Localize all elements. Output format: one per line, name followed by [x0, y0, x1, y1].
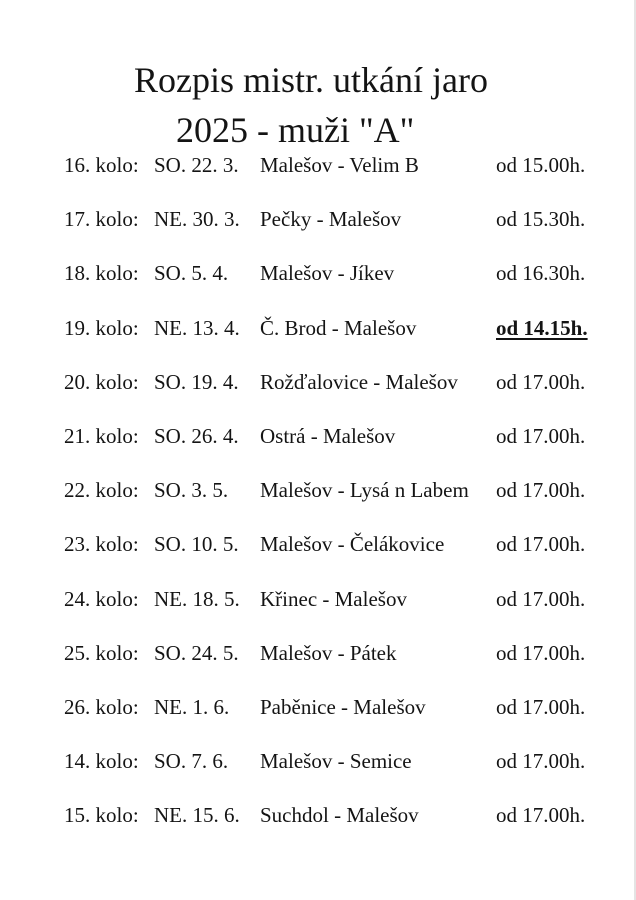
title-line-2: 2025 - muži "A": [176, 110, 415, 150]
schedule-row: [0, 475, 636, 505]
schedule-row: [0, 150, 636, 180]
match-date: SO. 3. 5.: [154, 478, 229, 503]
match-date: NE. 1. 6.: [154, 695, 230, 719]
match-date: SO. 5. 4.: [154, 261, 229, 286]
match-teams: Suchdol - Malešov: [260, 803, 419, 828]
schedule-row: [0, 529, 636, 559]
match-date: NE. 13. 4.: [154, 315, 240, 340]
kickoff-time: od 14.15h.: [496, 315, 588, 340]
round-label: 25. kolo:: [64, 640, 139, 665]
round-label: 15. kolo:: [64, 803, 139, 828]
kickoff-time: od 17.00h.: [496, 586, 586, 611]
match-teams: Křinec - Malešov: [260, 586, 407, 611]
round-label: 18. kolo:: [64, 261, 139, 286]
match-teams: Malešov - Čelákovice: [260, 532, 445, 557]
match-teams: Malešov - Lysá n Labem: [260, 478, 469, 503]
schedule-row: [0, 800, 636, 830]
kickoff-time: od 15.30h.: [496, 207, 586, 232]
match-teams: Paběnice - Malešov: [260, 695, 426, 719]
schedule-row: [0, 204, 636, 234]
kickoff-time: od 17.00h.: [496, 478, 586, 503]
kickoff-time: od 17.00h.: [496, 424, 586, 448]
match-teams: Pečky - Malešov: [260, 207, 402, 232]
schedule-row: [0, 584, 636, 614]
kickoff-time: od 15.00h.: [496, 153, 586, 177]
round-label: 24. kolo:: [64, 586, 139, 611]
match-date: SO. 22. 3.: [154, 153, 239, 177]
match-date: SO. 7. 6.: [154, 749, 229, 774]
kickoff-time: od 17.00h.: [496, 532, 586, 557]
schedule-row: [0, 692, 636, 722]
schedule-row: [0, 421, 636, 451]
schedule-row: [0, 367, 636, 397]
match-teams: Malešov - Jíkev: [260, 261, 395, 286]
match-teams: Malešov - Velim B: [260, 153, 419, 177]
match-teams: Malešov - Pátek: [260, 640, 397, 665]
match-teams: Malešov - Semice: [260, 749, 412, 774]
match-date: NE. 15. 6.: [154, 803, 240, 828]
round-label: 23. kolo:: [64, 532, 139, 557]
schedule-row: [0, 258, 636, 288]
round-label: 21. kolo:: [64, 424, 139, 448]
round-label: 22. kolo:: [64, 478, 139, 503]
kickoff-time: od 17.00h.: [496, 369, 586, 394]
round-label: 16. kolo:: [64, 153, 139, 177]
kickoff-time: od 17.00h.: [496, 749, 586, 774]
match-teams: Rožďalovice - Malešov: [260, 369, 458, 394]
round-label: 19. kolo:: [64, 315, 139, 340]
schedule-row: [0, 638, 636, 668]
round-label: 26. kolo:: [64, 695, 139, 719]
round-label: 14. kolo:: [64, 749, 139, 774]
match-date: NE. 18. 5.: [154, 586, 240, 611]
match-date: SO. 10. 5.: [154, 532, 239, 557]
schedule-row: [0, 746, 636, 776]
match-date: SO. 19. 4.: [154, 369, 239, 394]
match-date: SO. 26. 4.: [154, 424, 239, 448]
match-teams: Ostrá - Malešov: [260, 424, 396, 448]
kickoff-time: od 17.00h.: [496, 803, 586, 828]
round-label: 20. kolo:: [64, 369, 139, 394]
match-date: NE. 30. 3.: [154, 207, 240, 232]
match-date: SO. 24. 5.: [154, 640, 239, 665]
match-teams: Č. Brod - Malešov: [260, 315, 417, 340]
kickoff-time: od 17.00h.: [496, 640, 586, 665]
schedule-row: [0, 313, 636, 343]
kickoff-time: od 16.30h.: [496, 261, 586, 286]
title-line-1: Rozpis mistr. utkání jaro: [134, 60, 488, 100]
round-label: 17. kolo:: [64, 207, 139, 232]
kickoff-time: od 17.00h.: [496, 695, 586, 719]
